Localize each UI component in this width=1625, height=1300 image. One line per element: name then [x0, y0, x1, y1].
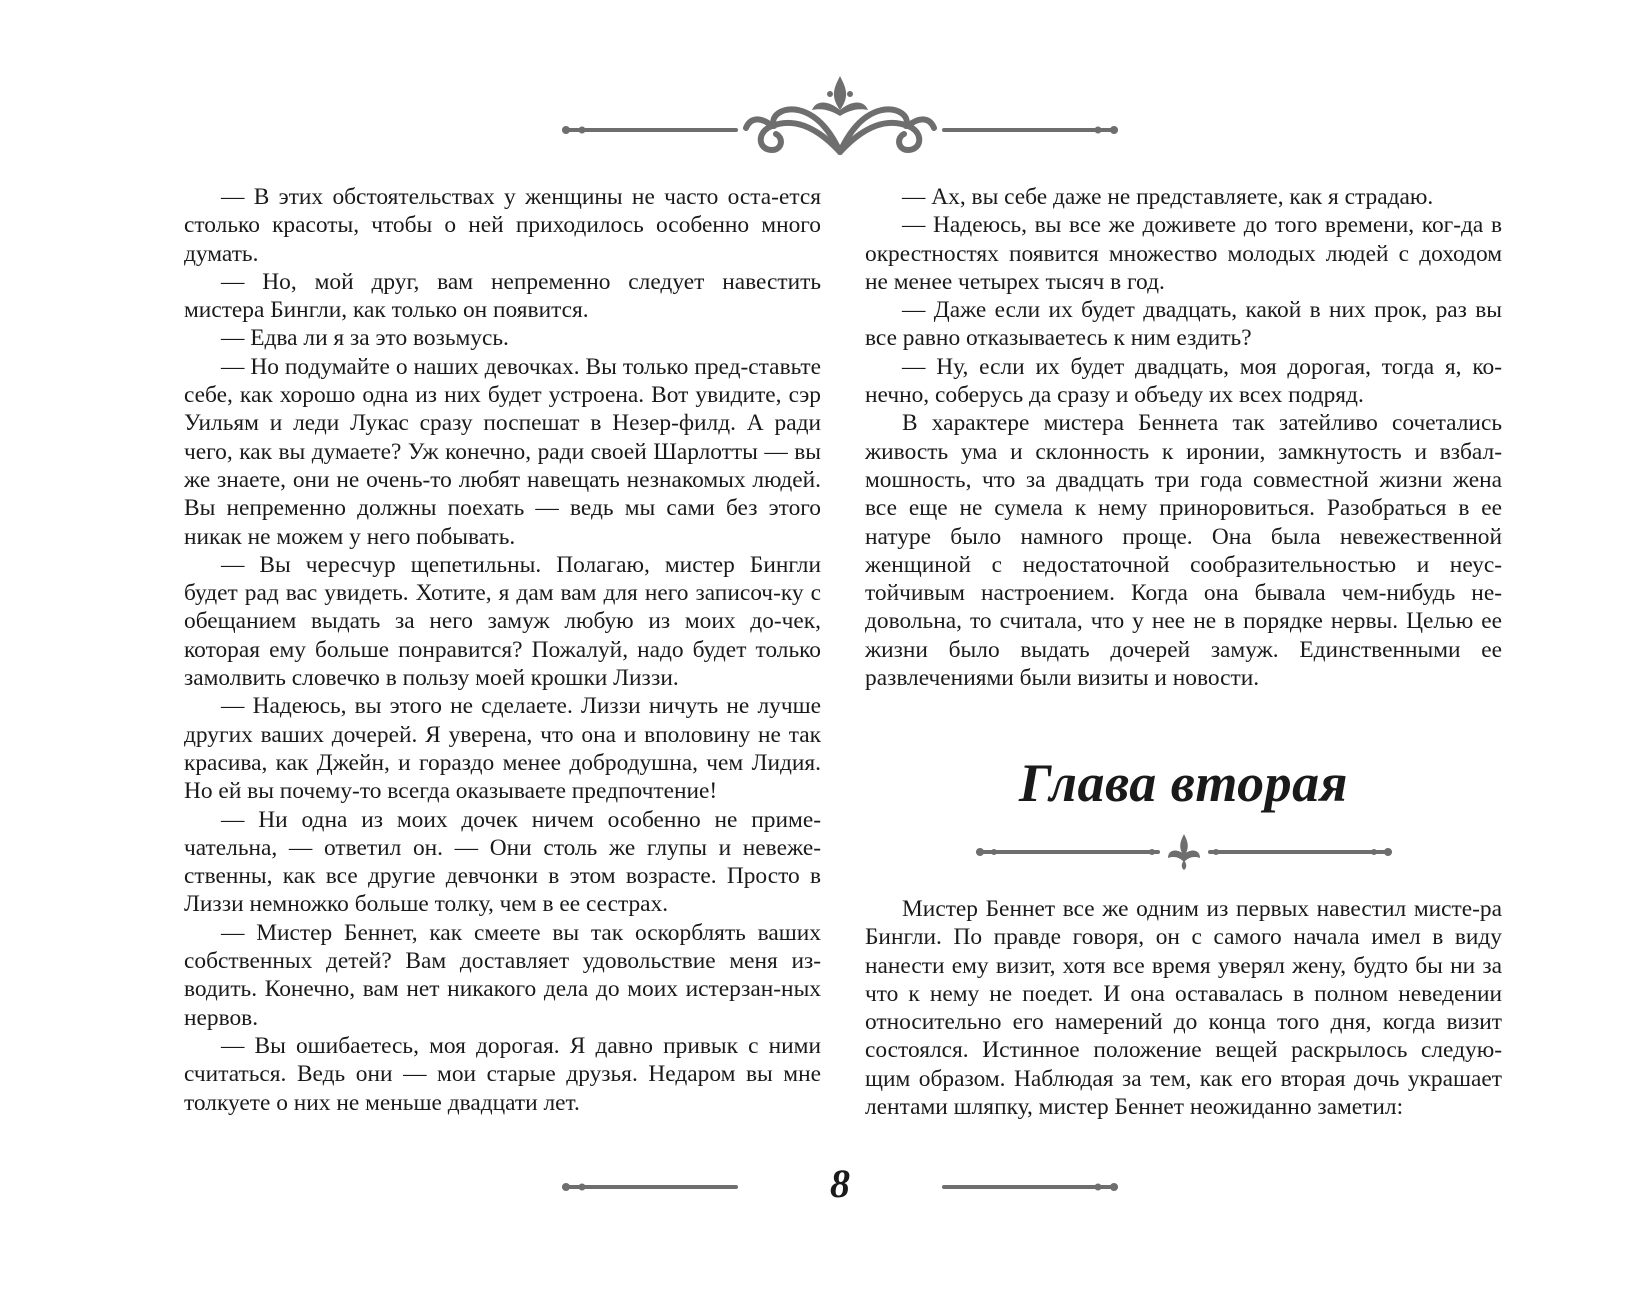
page-number: 8 [830, 1161, 850, 1206]
paragraph: В характере мистера Беннета так затейливо сочетались живость ума и склонность к иронии, замкнутость и взбал-мошность, что за двадцать три года совместной жизни жена все еще не сумела к нему приноровиться. Разобраться в ее натуре было намного проще. Она была невежественной женщиной с недостаточной сообразительностью и неус-тойчивым настроением. Когда она бывала чем-нибудь не-довольна, то считала, что у нее не в порядке нервы. Целью ее жизни было выдать дочерей замуж. Единственными ее развлечениями были визиты и новости. [865, 410, 1502, 692]
paragraph: — Ах, вы себе даже не представляете, как я страдаю. [902, 184, 1434, 210]
chapter-text [865, 895, 1502, 1121]
paragraph: — Ну, если их будет двадцать, моя дорогая, тогда я, ко-нечно, соберусь да сразу и объеду их всех подряд. [865, 353, 1502, 409]
chapter-ornament [974, 832, 1394, 872]
chapter-title: Глава вторая [1019, 753, 1348, 813]
paragraph: — Ни одна из моих дочек ничем особенно не приме-чательна, — ответил он. — Они столь же глупы и невеже-ственны, как все другие девчонки в этом возрасте. Просто в Лиззи немножко больше толку, чем в ее сестрах. [184, 806, 821, 918]
chapter-heading [865, 752, 1502, 872]
paragraph: — Но подумайте о наших девочках. Вы только пред-ставьте себе, как хорошо одна из них будет устроена. Вот увидите, сэр Уильям и леди Лукас сразу поспешат в Незер-филд. А ради чего, как вы думаете? Уж конечно, ради своей Шарлотты — вы же знаете, они не очень-то любят навещать незнакомых людей. Вы непременно должны поехать — ведь мы сами без этого никак не можем у него побывать. [184, 353, 821, 550]
right-column [865, 183, 1502, 692]
paragraph: — Надеюсь, вы этого не сделаете. Лиззи ничуть не лучше других ваших дочерей. Я уверена, что она и вполовину не так красива, как Джейн, и гораздо менее добродушна, чем Лидия. Но ей вы почему-то всегда оказываете предпочтение! [184, 693, 821, 805]
paragraph: — В этих обстоятельствах у женщины не часто оста-ется столько красоты, чтобы о ней приходилось особенно много думать. [184, 184, 821, 267]
paragraph: — Надеюсь, вы все же доживете до того времени, ког-да в окрестностях появится множество молодых людей с доходом не менее четырех тысяч в год. [865, 212, 1502, 295]
paragraph: — Но, мой друг, вам непременно следует навестить мистера Бингли, как только он появится. [184, 268, 821, 324]
left-column [184, 183, 821, 1117]
paragraph: Мистер Беннет все же одним из первых навестил мисте-ра Бингли. По правде говоря, он с самого начала имел в виду нанести ему визит, хотя все время уверял жену, будто бы ни за что к нему не поедет. И она оставалась в полном неведении относительно его намерений до конца того дня, когда визит состоялся. Истинное положение вещей раскрылось следую-щим образом. Наблюдая за тем, как его вторая дочь украшает лентами шляпку, мистер Беннет неожиданно заметил: [865, 896, 1502, 1121]
paragraph: — Вы чересчур щепетильны. Полагаю, мистер Бингли будет рад вас увидеть. Хотите, я дам вам для него записоч-ку с обещанием выдать за него замуж любую из моих до-чек, которая ему больше понравится? Пожалуй, надо будет только замолвить словечко в пользу моей крошки Лиззи. [184, 551, 821, 692]
paragraph: — Едва ли я за это возьмусь. [221, 325, 509, 352]
paragraph: — Вы ошибаетесь, моя дорогая. Я давно привык с ними считаться. Ведь они — мои старые друзья. Недаром вы мне толкуете о них не меньше двадцати лет. [184, 1032, 821, 1116]
top-ornament [560, 70, 1120, 170]
paragraph: — Даже если их будет двадцать, какой в них прок, раз вы все равно отказываетесь к ним ездить? [865, 297, 1502, 352]
paragraph: — Мистер Беннет, как смеете вы так оскорблять ваших собственных детей? Вам доставляет удовольствие меня из-водить. Конечно, вам нет никакого дела до моих истерзан-ных нервов. [184, 919, 821, 1031]
